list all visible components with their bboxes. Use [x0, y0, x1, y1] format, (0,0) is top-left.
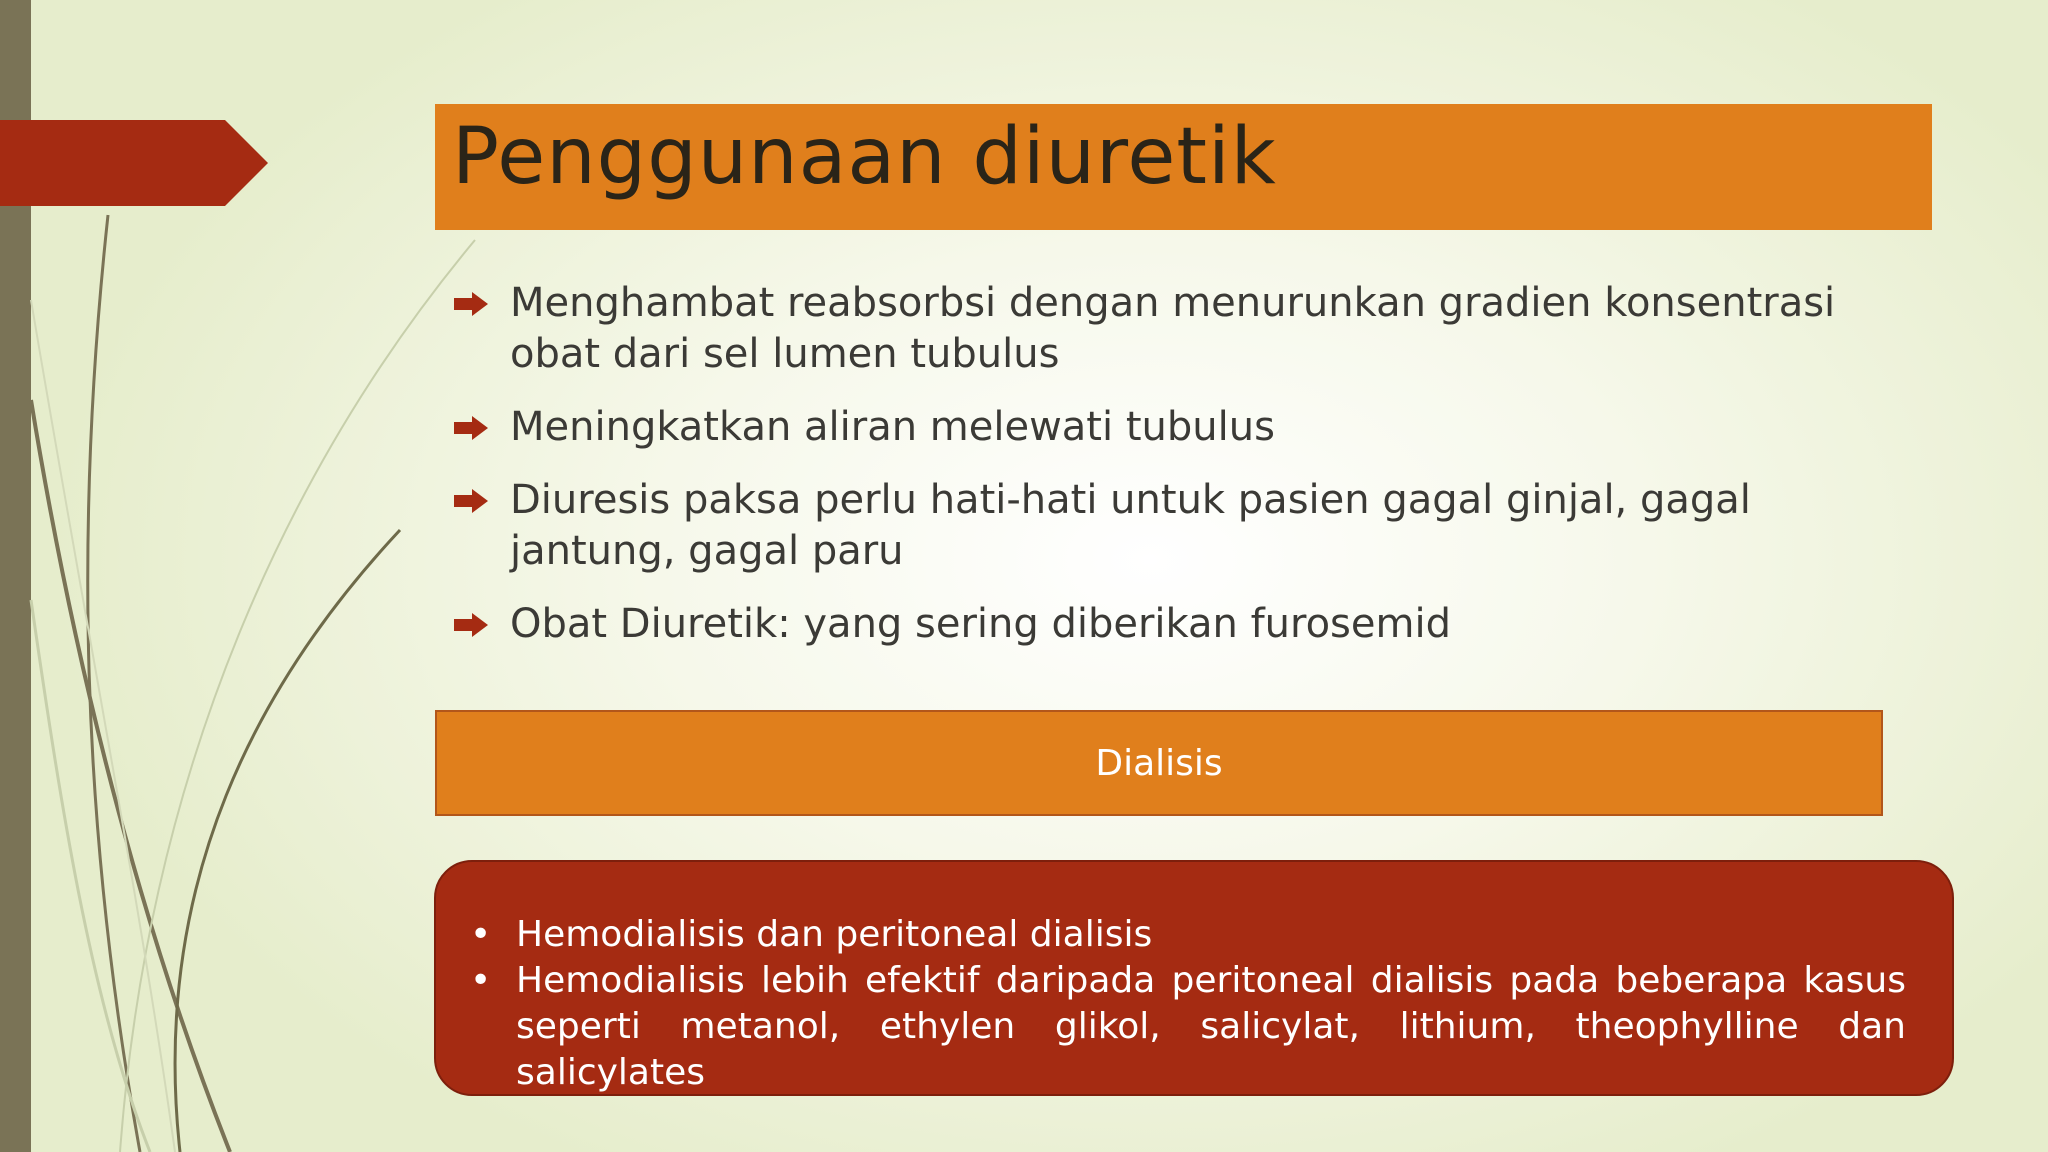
- arrow-right-icon: [454, 292, 488, 316]
- title-bar: [435, 104, 1932, 230]
- bullet-text: Obat Diuretik: yang sering diberikan furosemid: [510, 601, 1451, 647]
- arrow-right-icon: [454, 613, 488, 637]
- bullet-text: Menghambat reabsorbsi dengan menurunkan gradien konsentrasi obat dari sel lumen tubulus: [510, 280, 1836, 377]
- red-arrow-shape: [0, 120, 268, 206]
- section-label: Dialisis: [1095, 742, 1223, 784]
- sub-bullet-text: Hemodialisis dan peritoneal dialisis: [516, 914, 1153, 955]
- list-item: [450, 278, 1920, 380]
- list-item: [450, 402, 1920, 453]
- dot-icon: •: [470, 914, 492, 955]
- bullet-list: [450, 278, 1920, 672]
- arrow-right-icon: [454, 416, 488, 440]
- detail-box: [434, 860, 1954, 1096]
- sub-bullet-list: [466, 912, 1906, 1096]
- list-item: [450, 599, 1920, 650]
- section-header-box: [435, 710, 1883, 816]
- list-item: [466, 958, 1906, 1096]
- bullet-text: Meningkatkan aliran melewati tubulus: [510, 404, 1275, 450]
- sub-bullet-text: Hemodialisis lebih efektif daripada peritoneal dialisis pada beberapa kasus seperti metanol, ethylen glikol, salicylat, lithium, theophylline dan salicylates: [516, 960, 1906, 1093]
- arrow-right-icon: [454, 489, 488, 513]
- list-item: [450, 475, 1920, 577]
- page-title: Penggunaan diuretik: [452, 112, 1277, 202]
- dot-icon: •: [470, 960, 492, 1001]
- bullet-text: Diuresis paksa perlu hati-hati untuk pasien gagal ginjal, gagal jantung, gagal paru: [510, 477, 1751, 574]
- list-item: [466, 912, 1906, 958]
